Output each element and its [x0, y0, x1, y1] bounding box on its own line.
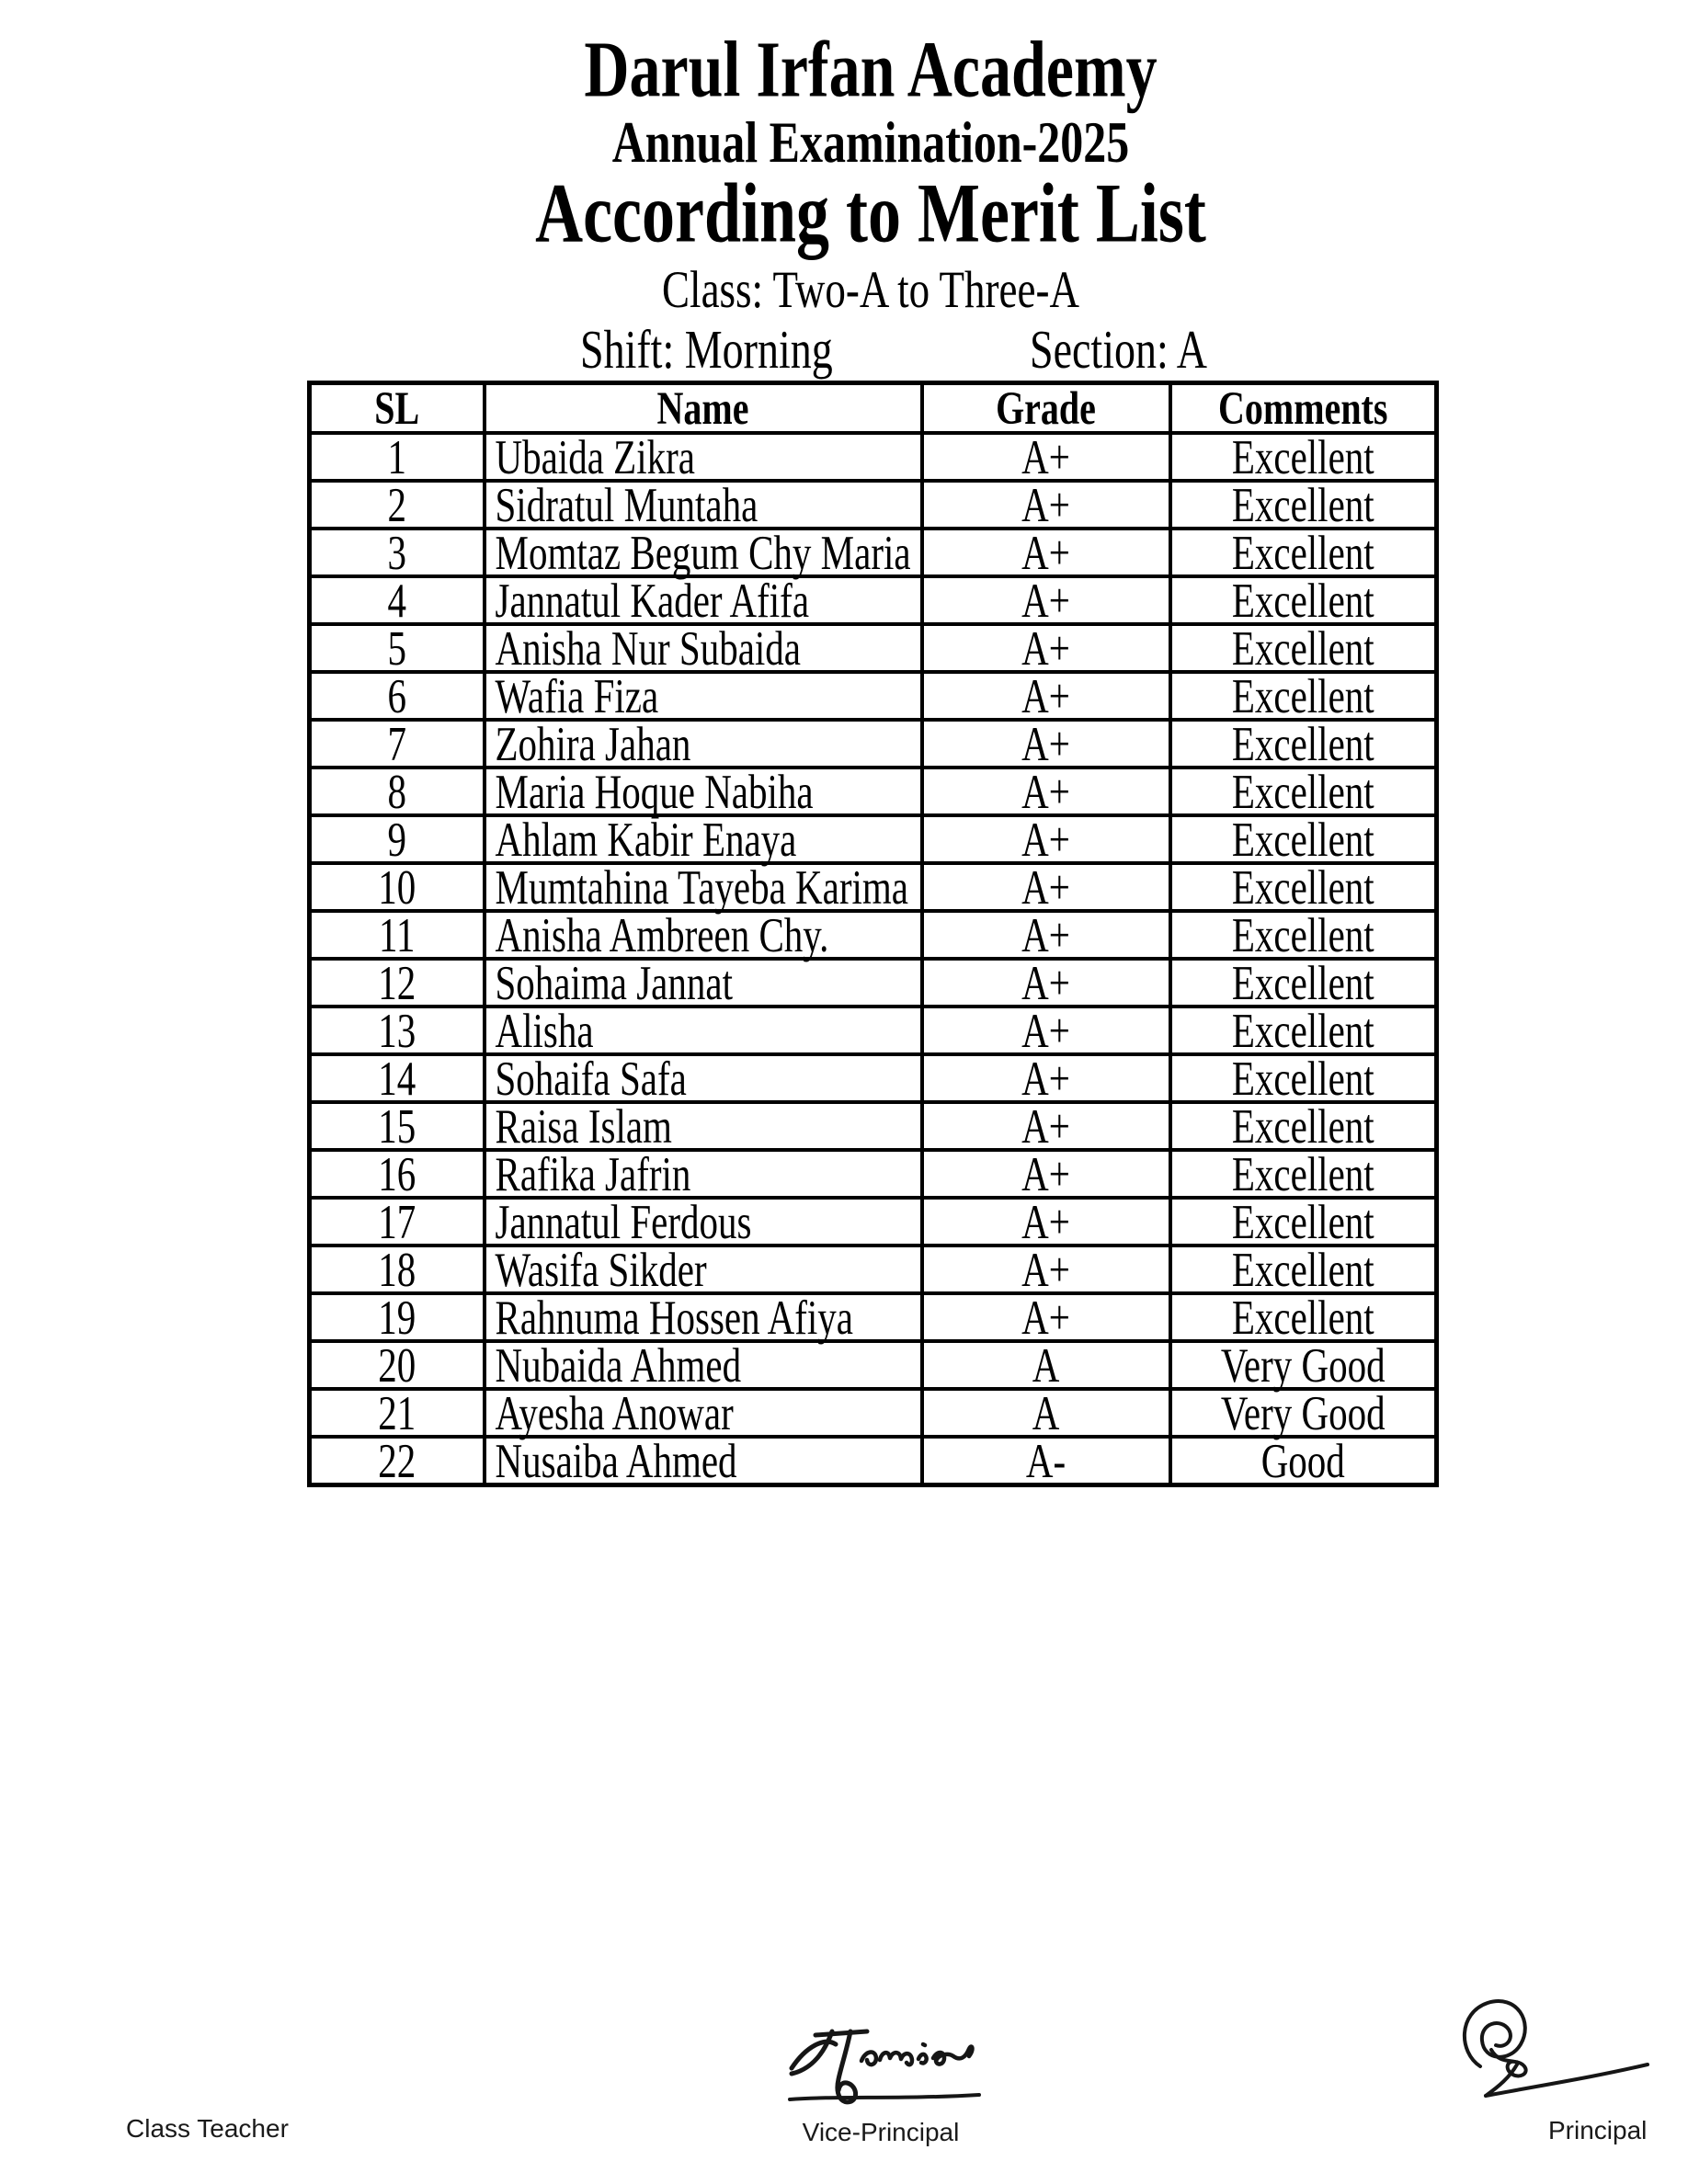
- cell-serial: 10: [310, 863, 485, 911]
- cell-serial: 16: [310, 1150, 485, 1198]
- cell-name: Raisa Islam: [485, 1102, 922, 1150]
- cell-comments: Excellent: [1170, 768, 1437, 815]
- cell-name: Alisha: [485, 1007, 922, 1054]
- cell-serial: 1: [310, 433, 485, 481]
- cell-name: Sohaifa Safa: [485, 1054, 922, 1102]
- cell-grade: A+: [922, 433, 1170, 481]
- cell-grade: A-: [922, 1437, 1170, 1485]
- cell-grade: A+: [922, 863, 1170, 911]
- cell-grade: A+: [922, 1150, 1170, 1198]
- merit-table-body: [310, 429, 1437, 1487]
- cell-serial: 21: [310, 1389, 485, 1437]
- cell-grade: A+: [922, 672, 1170, 720]
- cell-name: Ahlam Kabir Enaya: [485, 815, 922, 863]
- cell-serial: 4: [310, 576, 485, 624]
- table-row: [310, 1007, 1437, 1054]
- cell-name: Anisha Nur Subaida: [485, 624, 922, 672]
- table-row: [310, 624, 1437, 672]
- table-row: [310, 1150, 1437, 1198]
- table-row: [310, 720, 1437, 768]
- cell-serial: 11: [310, 911, 485, 959]
- cell-name: Nusaiba Ahmed: [485, 1437, 922, 1485]
- cell-serial: 5: [310, 624, 485, 672]
- document-content: [307, 0, 1434, 1487]
- cell-name: Sidratul Muntaha: [485, 481, 922, 529]
- cell-grade: A+: [922, 911, 1170, 959]
- cell-grade: A+: [922, 720, 1170, 768]
- table-row: [310, 1437, 1437, 1485]
- table-row: [310, 1102, 1437, 1150]
- cell-comments: Excellent: [1170, 1150, 1437, 1198]
- exam-title-text: Annual Examination-2025: [611, 108, 1130, 175]
- shift-label: Shift: Morning: [580, 319, 833, 380]
- school-name-title: [307, 24, 1434, 114]
- class-line-text: Class: Two-A to Three-A: [662, 260, 1079, 319]
- table-row: [310, 863, 1437, 911]
- column-header-sl: SL: [310, 383, 485, 433]
- table-row: [310, 672, 1437, 720]
- table-row: [310, 481, 1437, 529]
- cell-name: Zohira Jahan: [485, 720, 922, 768]
- cell-serial: 20: [310, 1341, 485, 1389]
- cell-comments: Excellent: [1170, 815, 1437, 863]
- cell-serial: 14: [310, 1054, 485, 1102]
- cell-grade: A+: [922, 1246, 1170, 1293]
- cell-grade: A+: [922, 1102, 1170, 1150]
- cell-grade: A+: [922, 529, 1170, 576]
- column-header-grade: Grade: [922, 383, 1170, 433]
- table-row: [310, 1246, 1437, 1293]
- cell-comments: Excellent: [1170, 911, 1437, 959]
- cell-serial: 3: [310, 529, 485, 576]
- cell-name: Momtaz Begum Chy Maria: [485, 529, 922, 576]
- column-header-comments: Comments: [1170, 383, 1437, 433]
- cell-comments: Excellent: [1170, 959, 1437, 1007]
- class-line: [307, 260, 1434, 319]
- cell-grade: A: [922, 1389, 1170, 1437]
- cell-name: Wafia Fiza: [485, 672, 922, 720]
- cell-comments: Excellent: [1170, 481, 1437, 529]
- cell-name: Ubaida Zikra: [485, 433, 922, 481]
- cell-name: Ayesha Anowar: [485, 1389, 922, 1437]
- cell-name: Wasifa Sikder: [485, 1246, 922, 1293]
- cell-comments: Excellent: [1170, 1054, 1437, 1102]
- cell-serial: 2: [310, 481, 485, 529]
- table-row: [310, 911, 1437, 959]
- cell-grade: A+: [922, 1007, 1170, 1054]
- table-row: [310, 1389, 1437, 1437]
- table-row: [310, 1293, 1437, 1341]
- cell-grade: A+: [922, 959, 1170, 1007]
- cell-grade: A+: [922, 815, 1170, 863]
- table-header-row: [310, 383, 1437, 433]
- cell-comments: Excellent: [1170, 1198, 1437, 1246]
- cell-comments: Excellent: [1170, 720, 1437, 768]
- class-teacher-label: Class Teacher: [126, 2114, 289, 2143]
- cell-comments: Excellent: [1170, 672, 1437, 720]
- cell-comments: Excellent: [1170, 1007, 1437, 1054]
- table-row: [310, 768, 1437, 815]
- vice-principal-signature-icon: [784, 2020, 985, 2113]
- table-row: [310, 1198, 1437, 1246]
- column-header-name: Name: [485, 383, 922, 433]
- section-label: Section: A: [1030, 319, 1207, 380]
- cell-name: Sohaima Jannat: [485, 959, 922, 1007]
- cell-serial: 17: [310, 1198, 485, 1246]
- cell-serial: 19: [310, 1293, 485, 1341]
- table-row: [310, 576, 1437, 624]
- merit-list-title: [307, 165, 1434, 261]
- vice-principal-label: Vice-Principal: [802, 2118, 960, 2146]
- cell-grade: A: [922, 1341, 1170, 1389]
- cell-serial: 6: [310, 672, 485, 720]
- cell-grade: A+: [922, 624, 1170, 672]
- cell-serial: 22: [310, 1437, 485, 1485]
- cell-name: Anisha Ambreen Chy.: [485, 911, 922, 959]
- table-row: [310, 815, 1437, 863]
- cell-name: Jannatul Ferdous: [485, 1198, 922, 1246]
- table-row: [310, 529, 1437, 576]
- cell-grade: A+: [922, 1054, 1170, 1102]
- cell-grade: A+: [922, 1293, 1170, 1341]
- table-row: [310, 1341, 1437, 1389]
- cell-comments: Excellent: [1170, 529, 1437, 576]
- cell-serial: 8: [310, 768, 485, 815]
- principal-signature-icon: [1445, 1993, 1652, 2112]
- cell-comments: Very Good: [1170, 1341, 1437, 1389]
- cell-serial: 7: [310, 720, 485, 768]
- table-row: [310, 959, 1437, 1007]
- table-row: [310, 433, 1437, 481]
- cell-comments: Good: [1170, 1437, 1437, 1485]
- merit-table: [307, 381, 1439, 1487]
- cell-name: Rahnuma Hossen Afiya: [485, 1293, 922, 1341]
- cell-comments: Excellent: [1170, 433, 1437, 481]
- cell-comments: Very Good: [1170, 1389, 1437, 1437]
- school-name-text: Darul Irfan Academy: [584, 24, 1158, 114]
- table-row: [310, 1054, 1437, 1102]
- cell-name: Maria Hoque Nabiha: [485, 768, 922, 815]
- cell-comments: Excellent: [1170, 863, 1437, 911]
- cell-serial: 9: [310, 815, 485, 863]
- cell-serial: 18: [310, 1246, 485, 1293]
- cell-grade: A+: [922, 1198, 1170, 1246]
- cell-grade: A+: [922, 481, 1170, 529]
- cell-name: Nubaida Ahmed: [485, 1341, 922, 1389]
- cell-serial: 13: [310, 1007, 485, 1054]
- principal-label: Principal: [1548, 2116, 1648, 2144]
- cell-name: Jannatul Kader Afifa: [485, 576, 922, 624]
- cell-grade: A+: [922, 576, 1170, 624]
- cell-serial: 12: [310, 959, 485, 1007]
- shift-section-line: [307, 319, 1434, 380]
- cell-grade: A+: [922, 768, 1170, 815]
- cell-comments: Excellent: [1170, 1246, 1437, 1293]
- cell-comments: Excellent: [1170, 576, 1437, 624]
- cell-serial: 15: [310, 1102, 485, 1150]
- cell-name: Rafika Jafrin: [485, 1150, 922, 1198]
- cell-comments: Excellent: [1170, 624, 1437, 672]
- cell-comments: Excellent: [1170, 1293, 1437, 1341]
- cell-comments: Excellent: [1170, 1102, 1437, 1150]
- cell-name: Mumtahina Tayeba Karima: [485, 863, 922, 911]
- merit-list-title-text: According to Merit List: [535, 165, 1206, 261]
